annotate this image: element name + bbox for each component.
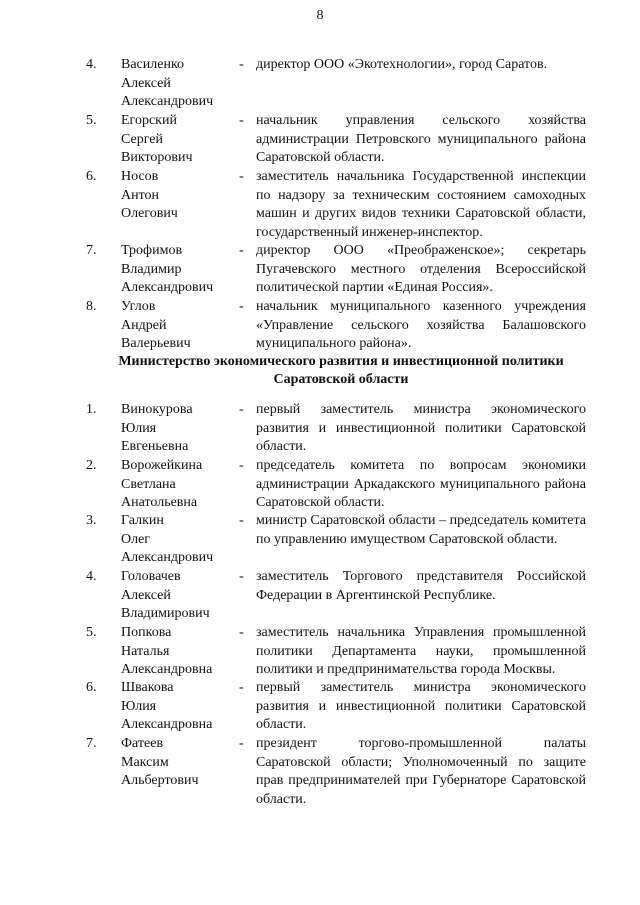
list-item xyxy=(0,168,640,242)
committee-list-section2 xyxy=(0,401,640,809)
person-name: Швакова Юлия Александровна xyxy=(121,680,213,732)
person-position: начальник муниципального казенного учреждения «Управление сельского хозяйства Балашовского муниципального района». xyxy=(256,299,586,351)
list-item xyxy=(0,512,640,568)
item-number: 5. xyxy=(86,625,97,640)
list-item xyxy=(0,624,640,679)
person-position: первый заместитель министра экономического развития и инвестиционной политики Саратовской области. xyxy=(256,402,586,454)
list-item xyxy=(0,735,640,809)
separator-dash: - xyxy=(239,113,244,128)
item-number: 6. xyxy=(86,169,97,184)
person-name: Головачев Алексей Владимирович xyxy=(121,569,210,621)
person-name: Углов Андрей Валерьевич xyxy=(121,299,191,351)
item-number: 4. xyxy=(86,569,97,584)
item-number: 4. xyxy=(86,57,97,72)
list-item xyxy=(0,568,640,624)
item-number: 8. xyxy=(86,299,97,314)
list-item xyxy=(0,242,640,298)
separator-dash: - xyxy=(239,402,244,417)
list-item xyxy=(0,401,640,457)
person-name: Фатеев Максим Альбертович xyxy=(121,736,199,788)
person-position: заместитель начальника Управления промышленной политики Департамента науки, промышленной политики и предпринимательства города Москвы. xyxy=(256,625,586,677)
separator-dash: - xyxy=(239,569,244,584)
person-position: заместитель Торгового представителя Российской Федерации в Аргентинской Республике. xyxy=(256,569,586,603)
person-name: Винокурова Юлия Евгеньевна xyxy=(121,402,193,454)
person-position: министр Саратовской области – председатель комитета по управлению имуществом Саратовской области. xyxy=(256,513,586,547)
separator-dash: - xyxy=(239,513,244,528)
list-item xyxy=(0,457,640,512)
person-position: президент торгово-промышленной палаты Саратовской области; Уполномоченный по защите прав предпринимателей при Губернаторе Саратовской области. xyxy=(256,736,586,807)
item-number: 7. xyxy=(86,243,97,258)
person-name: Галкин Олег Александрович xyxy=(121,513,214,565)
separator-dash: - xyxy=(239,299,244,314)
item-number: 5. xyxy=(86,113,97,128)
person-name: Трофимов Владимир Александрович xyxy=(121,243,214,295)
separator-dash: - xyxy=(239,680,244,695)
item-number: 1. xyxy=(86,402,97,417)
person-name: Егорский Сергей Викторович xyxy=(121,113,193,165)
list-item xyxy=(0,56,640,112)
person-position: директор ООО «Экотехнологии», город Саратов. xyxy=(256,57,548,72)
person-position: первый заместитель министра экономического развития и инвестиционной политики Саратовской области. xyxy=(256,680,586,732)
page-number: 8 xyxy=(316,8,324,23)
separator-dash: - xyxy=(239,57,244,72)
item-number: 2. xyxy=(86,458,97,473)
person-position: председатель комитета по вопросам экономики администрации Аркадакского муниципального района Саратовской области. xyxy=(256,458,586,510)
person-name: Носов Антон Олегович xyxy=(121,169,178,221)
list-item xyxy=(0,112,640,168)
list-item xyxy=(0,298,640,354)
ministry-heading-line1: Министерство экономического развития и инвестиционной политики xyxy=(118,354,564,369)
ministry-heading-line2: Саратовской области xyxy=(273,372,409,387)
person-position: начальник управления сельского хозяйства администрации Петровского муниципального района Саратовской области. xyxy=(256,113,586,165)
person-name: Попкова Наталья Александровна xyxy=(121,625,213,677)
ministry-heading xyxy=(95,353,587,389)
list-item xyxy=(0,679,640,735)
separator-dash: - xyxy=(239,243,244,258)
separator-dash: - xyxy=(239,625,244,640)
separator-dash: - xyxy=(239,169,244,184)
item-number: 7. xyxy=(86,736,97,751)
person-name: Ворожейкина Светлана Анатольевна xyxy=(121,458,203,510)
separator-dash: - xyxy=(239,458,244,473)
item-number: 6. xyxy=(86,680,97,695)
person-name: Василенко Алексей Александрович xyxy=(121,57,214,109)
person-position: заместитель начальника Государственной инспекции по надзору за техническим состоянием самоходных машин и других видов техники Саратовской области, государственный инженер-инспектор. xyxy=(256,169,586,240)
item-number: 3. xyxy=(86,513,97,528)
separator-dash: - xyxy=(239,736,244,751)
person-position: директор ООО «Преображенское»; секретарь Пугачевского местного отделения Всероссийской политической партии «Единая Россия». xyxy=(256,243,586,295)
committee-list-section1 xyxy=(0,56,640,354)
